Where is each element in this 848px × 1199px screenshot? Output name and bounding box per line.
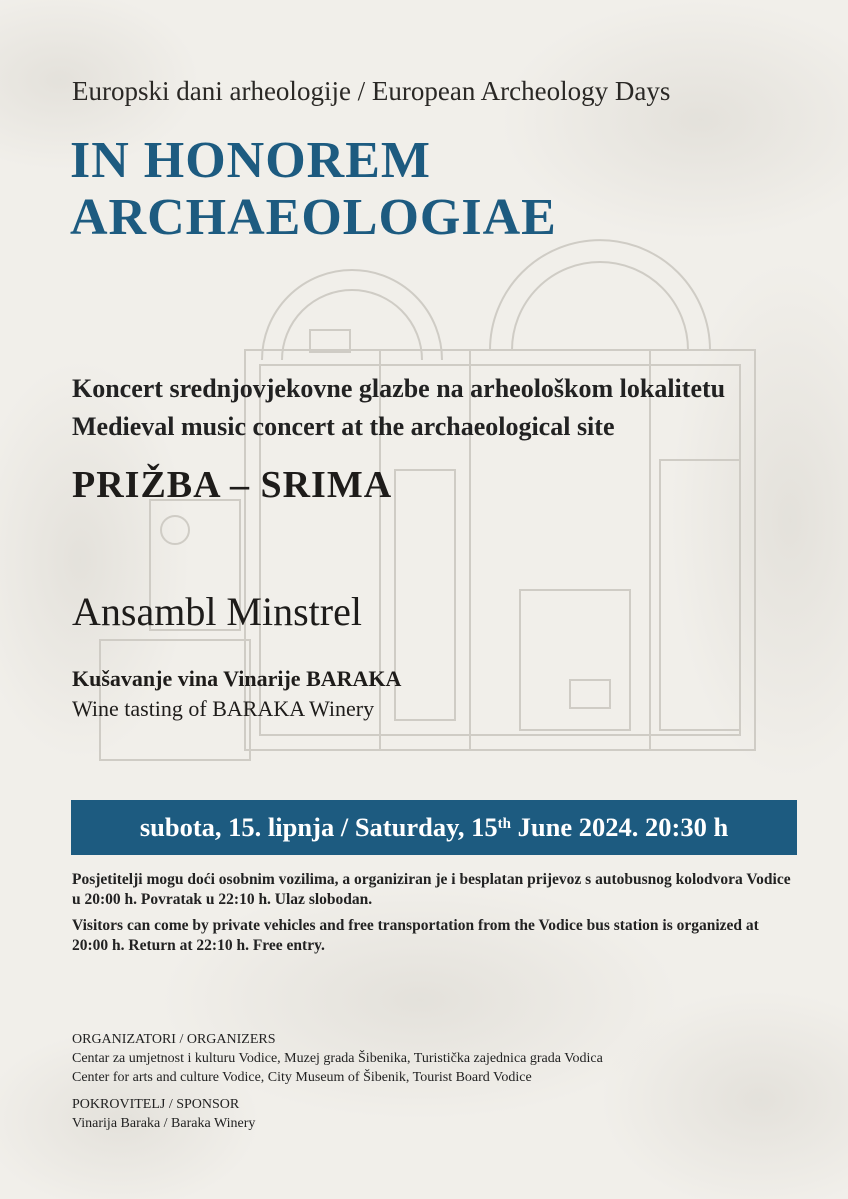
transport-info-english: Visitors can come by private vehicles and free transportation from the Vodice bus station is organized at 20:00 h. Return at 22:10 h. Free entry. bbox=[72, 917, 759, 954]
credits-spacer bbox=[72, 1087, 603, 1095]
sponsor-heading: POKROVITELJ / SPONSOR bbox=[72, 1097, 240, 1112]
transport-info bbox=[72, 870, 792, 962]
concert-line-croatian: Koncert srednjovjekovne glazbe na arheološkom lokalitetu bbox=[72, 374, 726, 403]
poster-title-line-2: ARCHAEOLOGIAE bbox=[70, 189, 557, 246]
wine-tasting-croatian: Kušavanje vina Vinarije BARAKA bbox=[72, 666, 402, 691]
event-series-kicker: Europski dani arheologije / European Archeology Days bbox=[72, 76, 671, 106]
sponsor-name: Vinarija Baraka / Baraka Winery bbox=[72, 1116, 256, 1131]
date-text-end: June 2024. 20:30 h bbox=[511, 812, 729, 842]
concert-line-english: Medieval music concert at the archaeological site bbox=[72, 412, 615, 441]
date-text-start: subota, 15. lipnja / Saturday, 15 bbox=[139, 812, 498, 842]
poster-title bbox=[70, 132, 557, 246]
site-name: PRIŽBA – SRIMA bbox=[72, 464, 393, 506]
date-banner bbox=[71, 800, 797, 855]
organizers-heading: ORGANIZATORI / ORGANIZERS bbox=[72, 1032, 276, 1047]
date-ordinal-suffix: th bbox=[497, 816, 511, 832]
performer-name: Ansambl Minstrel bbox=[72, 589, 362, 634]
wine-tasting bbox=[72, 664, 401, 724]
wine-tasting-english: Wine tasting of BARAKA Winery bbox=[72, 696, 375, 721]
transport-info-croatian: Posjetitelji mogu doći osobnim vozilima, a organiziran je i besplatan prijevoz s autobusnog kolodvora Vodice u 20:00 h. Povratak u 22:10 h. Ulaz slobodan. bbox=[72, 871, 791, 908]
concert-description bbox=[72, 370, 725, 446]
organizers-english: Center for arts and culture Vodice, City Museum of Šibenik, Tourist Board Vodice bbox=[72, 1070, 532, 1085]
credits bbox=[72, 1030, 603, 1133]
organizers-croatian: Centar za umjetnost i kulturu Vodice, Muzej grada Šibenika, Turistička zajednica grada Vodica bbox=[72, 1051, 603, 1066]
poster-title-line-1: IN HONOREM bbox=[70, 132, 431, 189]
